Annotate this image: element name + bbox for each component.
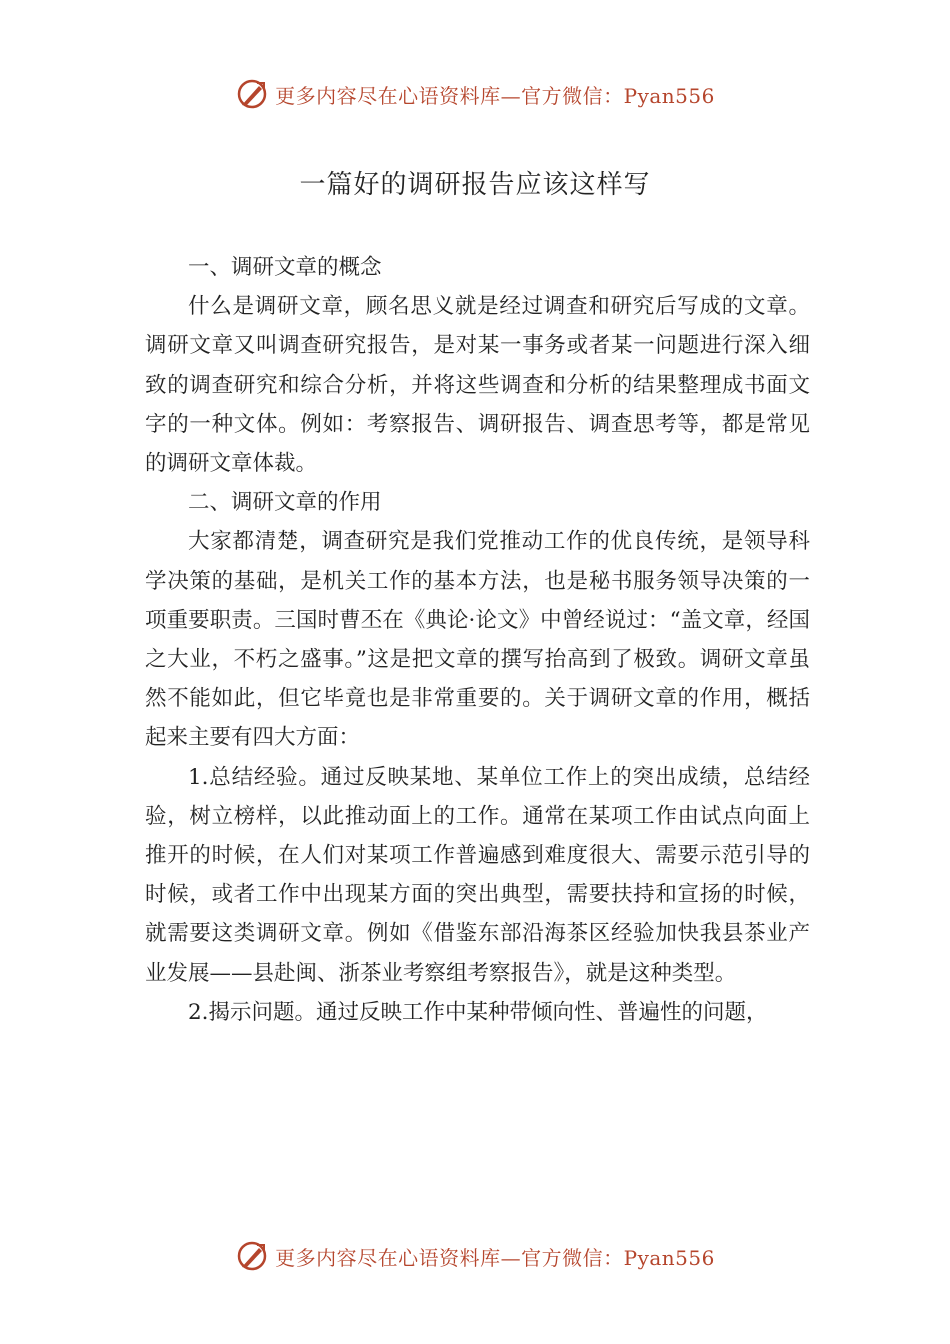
quill-pen-logo-icon [235, 77, 269, 111]
paragraph-summarize-experience: 1.总结经验。通过反映某地、某单位工作上的突出成绩，总结经验，树立榜样，以此推动面上的工作。通常在某项工作由试点向面上推开的时候，在人们对某项工作普遍感到难度很大、需要示范引导的时候，或者工作中出现某方面的突出典型，需要扶持和宣扬的时候，就需要这类调研文章。例如《借鉴东部沿海茶区经验加快我县茶业产业发展——县赴闽、浙茶业考察组考察报告》，就是这种类型。 [145, 764, 810, 986]
document-title: 一篇好的调研报告应该这样写 [299, 170, 651, 200]
section-heading-concept: 一、调研文章的概念 [188, 255, 382, 280]
quill-pen-logo-icon [235, 1239, 269, 1273]
paragraph-role-intro: 大家都清楚，调查研究是我们党推动工作的优良传统，是领导科学决策的基础，是机关工作的基本方法，也是秘书服务领导决策的一项重要职责。三国时曹丕在《典论·论文》中曾经说过：“盖文章，经国之大业，不朽之盛事。”这是把文章的撰写抬高到了极致。调研文章虽然不能如此，但它毕竟也是非常重要的。关于调研文章的作用，概括起来主要有四大方面： [145, 529, 810, 751]
section-heading-role: 二、调研文章的作用 [188, 490, 382, 516]
document-body [145, 248, 810, 1032]
footer-banner-text: 更多内容尽在心语资料库—官方微信：Pyan556 [275, 1245, 715, 1270]
header-banner-text: 更多内容尽在心语资料库—官方微信：Pyan556 [275, 83, 715, 108]
paragraph-concept: 什么是调研文章，顾名思义就是经过调查和研究后写成的文章。调研文章又叫调查研究报告，是对某一事务或者某一问题进行深入细致的调查研究和综合分析，并将这些调查和分析的结果整理成书面文字的一种文体。例如：考察报告、调研报告、调查思考等，都是常见的调研文章体裁。 [145, 294, 810, 477]
header-banner [0, 74, 950, 114]
paragraph-reveal-problems: 2.揭示问题。通过反映工作中某种带倾向性、普遍性的问题， [188, 999, 768, 1025]
footer-banner [0, 1236, 950, 1276]
